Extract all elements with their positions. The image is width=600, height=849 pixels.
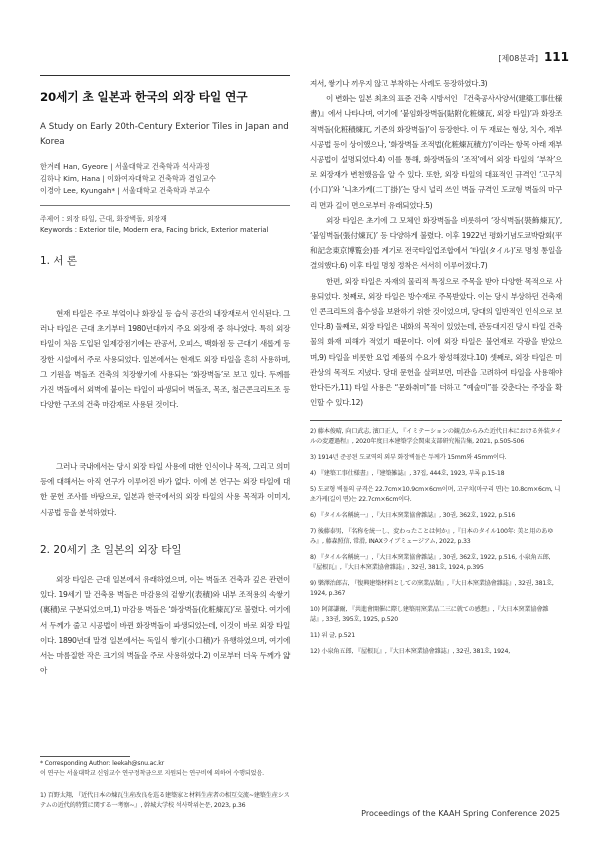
right-paragraph-1: 져서, 쌓기나 끼우지 않고 부착하는 사례도 등장하였다.3) (310, 79, 488, 88)
right-paragraph-3: 외장 타일은 초기에 그 모체인 화장벽돌을 비롯하여 ‘장식벽돌(裝飾煉瓦)’, ‘붙임벽돌(張付煉瓦)’ 등 다양하게 불렸다. 이후 1922년 평화기념도쿄박람회(平和記念東京博覧会)를 계기로 전국타일업조합에서 ‘타일(タイル)’로 명칭 통일을 결의했다.6) 이후 타일 명칭 정착은 서서히 이루어졌다.7) (310, 215, 562, 271)
footnote-2: 2) 藤本俊晴, 向口武志, 濱口正人, 『イミテーションの観点からみた近代日本における外装タイルの変遷過程』, 2020年度日本建築学会関東支部研究報告集, 2021, p.505-506 (310, 428, 562, 446)
footnote-5: 5) 도쿄형 벽돌의 규격은 22.7cm×10.9cm×6cm이며, 고구치(마구리 면)는 10.8cm×6cm, 니초가케(길이 면)는 22.7cm×6cm이다. (310, 486, 561, 504)
footnote-10: 10) 阿部謙爾, 『共進會開催に際し建築用窯業品二三に就ての感想』,『大日本窯業協會雜誌』, 33권, 395호, 1925, p.520 (310, 606, 549, 624)
section-2-heading: 2. 20세기 초 일본의 외장 타일 (40, 544, 182, 556)
section-1-paragraph-2: 그러나 국내에서는 당시 외장 타일 사용에 대한 인식이나 목적, 그리고 의미 등에 대해서는 아직 연구가 이루어진 바가 없다. 이에 본 연구는 외장 타일에 대한 문헌 조사를 바탕으로, 일본과 한국에서의 외장 타일의 사용 목적과 이미지, 시공법 등을 분석하였다. (40, 462, 290, 517)
right-paragraph-4: 한편, 외장 타일은 자재의 물리적 특징으로 주목을 받아 다양한 목적으로 사용되었다. 첫째로, 외장 타일은 방수재로 주목받았다. 이는 당시 부상하던 건축재인 콘크리트의 흡수성을 보완하기 위한 것이었으며, 당대의 일반적인 인식으로 보인다.8) 둘째로, 외장 타일은 내화의 목적이 있었는데, 관동대지진 당시 타일 건축물의 화재 피해가 적었기 때문이다. 이에 외장 타일은 불연재로 각광을 받았으며,9) 타일을 비롯한 요업 제품의 수요가 왕성해졌다.10) 셋째로, 외장 타일은 미관상의 목적도 지녔다. 당대 문헌을 살펴보면, 미관을 고려하여 타일을 사용해야 한다든가,11) 타일 사용은 “문화취미”를 더하고 “예술미”를 갖춘다는 주장을 확인할 수 있다.12) (310, 276, 562, 408)
keywords-english: Keywords : Exterior tile, Modern era, Facing brick, Exterior material (40, 225, 269, 234)
right-column (310, 76, 562, 657)
page-header (498, 50, 569, 64)
section-label: [제08분과] (498, 54, 538, 63)
footnote-1: 1) 百野太翔, 『近代日本の煉瓦生産改良を巡る建築家と材料生産者の相互交流~建築生産システムの近代的特質に関する一考察~』, 幹城大学校 석사학위논문, 2023, p.36 (40, 792, 290, 809)
keywords-korean: 주제어 : 외장 타일, 근대, 화장벽돌, 외장재 (40, 215, 167, 224)
page-footer: Proceedings of the KAAH Spring Conference 2025 (361, 809, 560, 818)
keywords-block (40, 214, 290, 235)
footnote-9: 9) 樂澤治郎吉, 『復興建築材料としての窯業品類』,『大日本窯業協會雜誌』, 32권, 381호, 1924, p.367 (310, 580, 554, 598)
title-rule (40, 75, 290, 76)
author-list (40, 161, 290, 196)
right-paragraph-2: 이 변화는 일본 최초의 표준 건축 시방서인 『건축공사사양서(建築工事仕様書)』에서 나타나며, 여기에 ‘붙임화장벽돌(貼附化粧煉瓦, 외장 타일)’과 화장조적벽돌(化粧積煉瓦, 기존의 화장벽돌)’이 등장한다. 이 두 재료는 형상, 치수, 재부 시공법 등이 상이했으나, ‘화장벽돌 조적법(化粧煉瓦積方)’이라는 항목 아래 재부 시공법이 설명되었다.4) 이를 통해, 화장벽돌의 ‘조적’에서 외장 타일의 ‘부착’으로 외장재가 변천했음을 알 수 있다. 또한, 외장 타일의 대표적인 규격인 ‘고구치(小口)’와 ‘니초가케(二丁掛)’는 당시 널리 쓰인 벽돌 규격인 도쿄형 벽돌의 마구리 면과 길이 면으로부터 유래되었다.5) (310, 94, 562, 210)
corresponding-author-note: * Corresponding Author: leekah@snu.ac.kr (40, 760, 164, 767)
left-column (40, 75, 290, 809)
author-2: 김하나 Kim, Hana | 이화여자대학교 건축학과 겸임교수 (40, 173, 216, 183)
footnote-4: 4) 『建築工事仕様書』,『建築雑誌』, 37집, 444호, 1923, 부록 p.15-18 (310, 470, 505, 478)
right-footnote-rule (310, 420, 562, 421)
paper-title: 20세기 초 일본과 한국의 외장 타일 연구 (40, 90, 248, 104)
funding-note: 이 연구는 서울대학교 신임교수 연구정착금으로 지원되는 연구비에 의하여 수행되었음. (40, 770, 264, 777)
section-2-paragraph-1: 외장 타일은 근대 일본에서 유래하였으며, 이는 벽돌조 건축과 깊은 관련이 있다. 19세기 말 건축용 벽돌은 마감용의 겉쌓기(表積)와 내부 조적용의 속쌓기(裏積)로 구분되었으며,1) 마감용 벽돌은 ‘화장벽돌(化粧煉瓦)’로 불렸다. 여기에서 두께가 줄고 시공법이 바뀐 화장벽돌이 파생되었는데, 이것이 바로 외장 타일이다. 1890년대 말경 일본에서는 독일식 쌓기(小口積)가 유행하였으며, 여기에서는 마름질한 작은 크기의 벽돌을 주로 사용하였다.2) 이로부터 더욱 두께가 얇아 (40, 575, 290, 676)
footnote-12: 12) 小泉角五郎, 『屋根瓦』,『大日本窯業協會雜誌』, 32권, 381호, 1924, (310, 648, 511, 656)
section-1-heading: 1. 서 론 (40, 255, 77, 267)
author-3: 이경아 Lee, Kyungah* | 서울대학교 건축학과 부교수 (40, 185, 210, 195)
keywords-rule (40, 205, 290, 206)
section-1-paragraph-1: 현재 타일은 주로 부엌이나 화장실 등 습식 공간의 내장재로서 인식된다. 그러나 타일은 근대 초기부터 1980년대까지 주요 외장재 중 하나였다. 특히 외장 타일이 처음 도입된 일제강점기에는 관공서, 오피스, 백화점 등 근대기 새롭게 등장한 시설에서 주로 사용되었다. 일본에서는 현재도 외장 타일을 흔히 사용하며, 그 기원을 벽돌조 건축의 치장쌓기에 사용되는 ‘화장벽돌’로 보고 있다. 두께를 가진 벽돌에서 외벽에 붙이는 타일이 파생되어 벽돌조, 목조, 철근콘크리트조 등 다양한 구조의 건축 마감재로 사용된 것이다. (40, 309, 290, 410)
page-number: 111 (543, 50, 569, 64)
footnote-6: 6) 『タイル名稱統一』,『大日本窯業協會雜誌』, 30권, 362호, 1922, p.516 (310, 512, 516, 520)
footnote-rule (40, 756, 130, 757)
footnote-8: 8) 『タイル名稱統一』,『大日本窯業協會雜誌』, 30권, 362호, 1922, p.516, 小泉角五郎, 『屋根瓦』,『大日本窯業協會雜誌』, 32권, 381호, 1924, p.395 (310, 554, 551, 572)
footnote-7: 7) 後藤泰男, 『名称を統一し、変わったことは何か』,『日本のタイル100年: 美と用のあゆみ』, 藤森照信, 常滑, INAXライブミュージアム, 2022, p.33 (310, 528, 554, 546)
author-1: 한겨레 Han, Gyeore | 서울대학교 건축학과 석사과정 (40, 162, 210, 171)
english-title: A Study on Early 20th-Century Exterior Tiles in Japan and Korea (40, 122, 289, 147)
footnote-3: 3) 1914년 준공된 도쿄역의 외부 화장벽돌은 두께가 15mm와 45mm이다. (310, 454, 507, 462)
footnote-11: 11) 위 글, p.521 (310, 632, 356, 640)
